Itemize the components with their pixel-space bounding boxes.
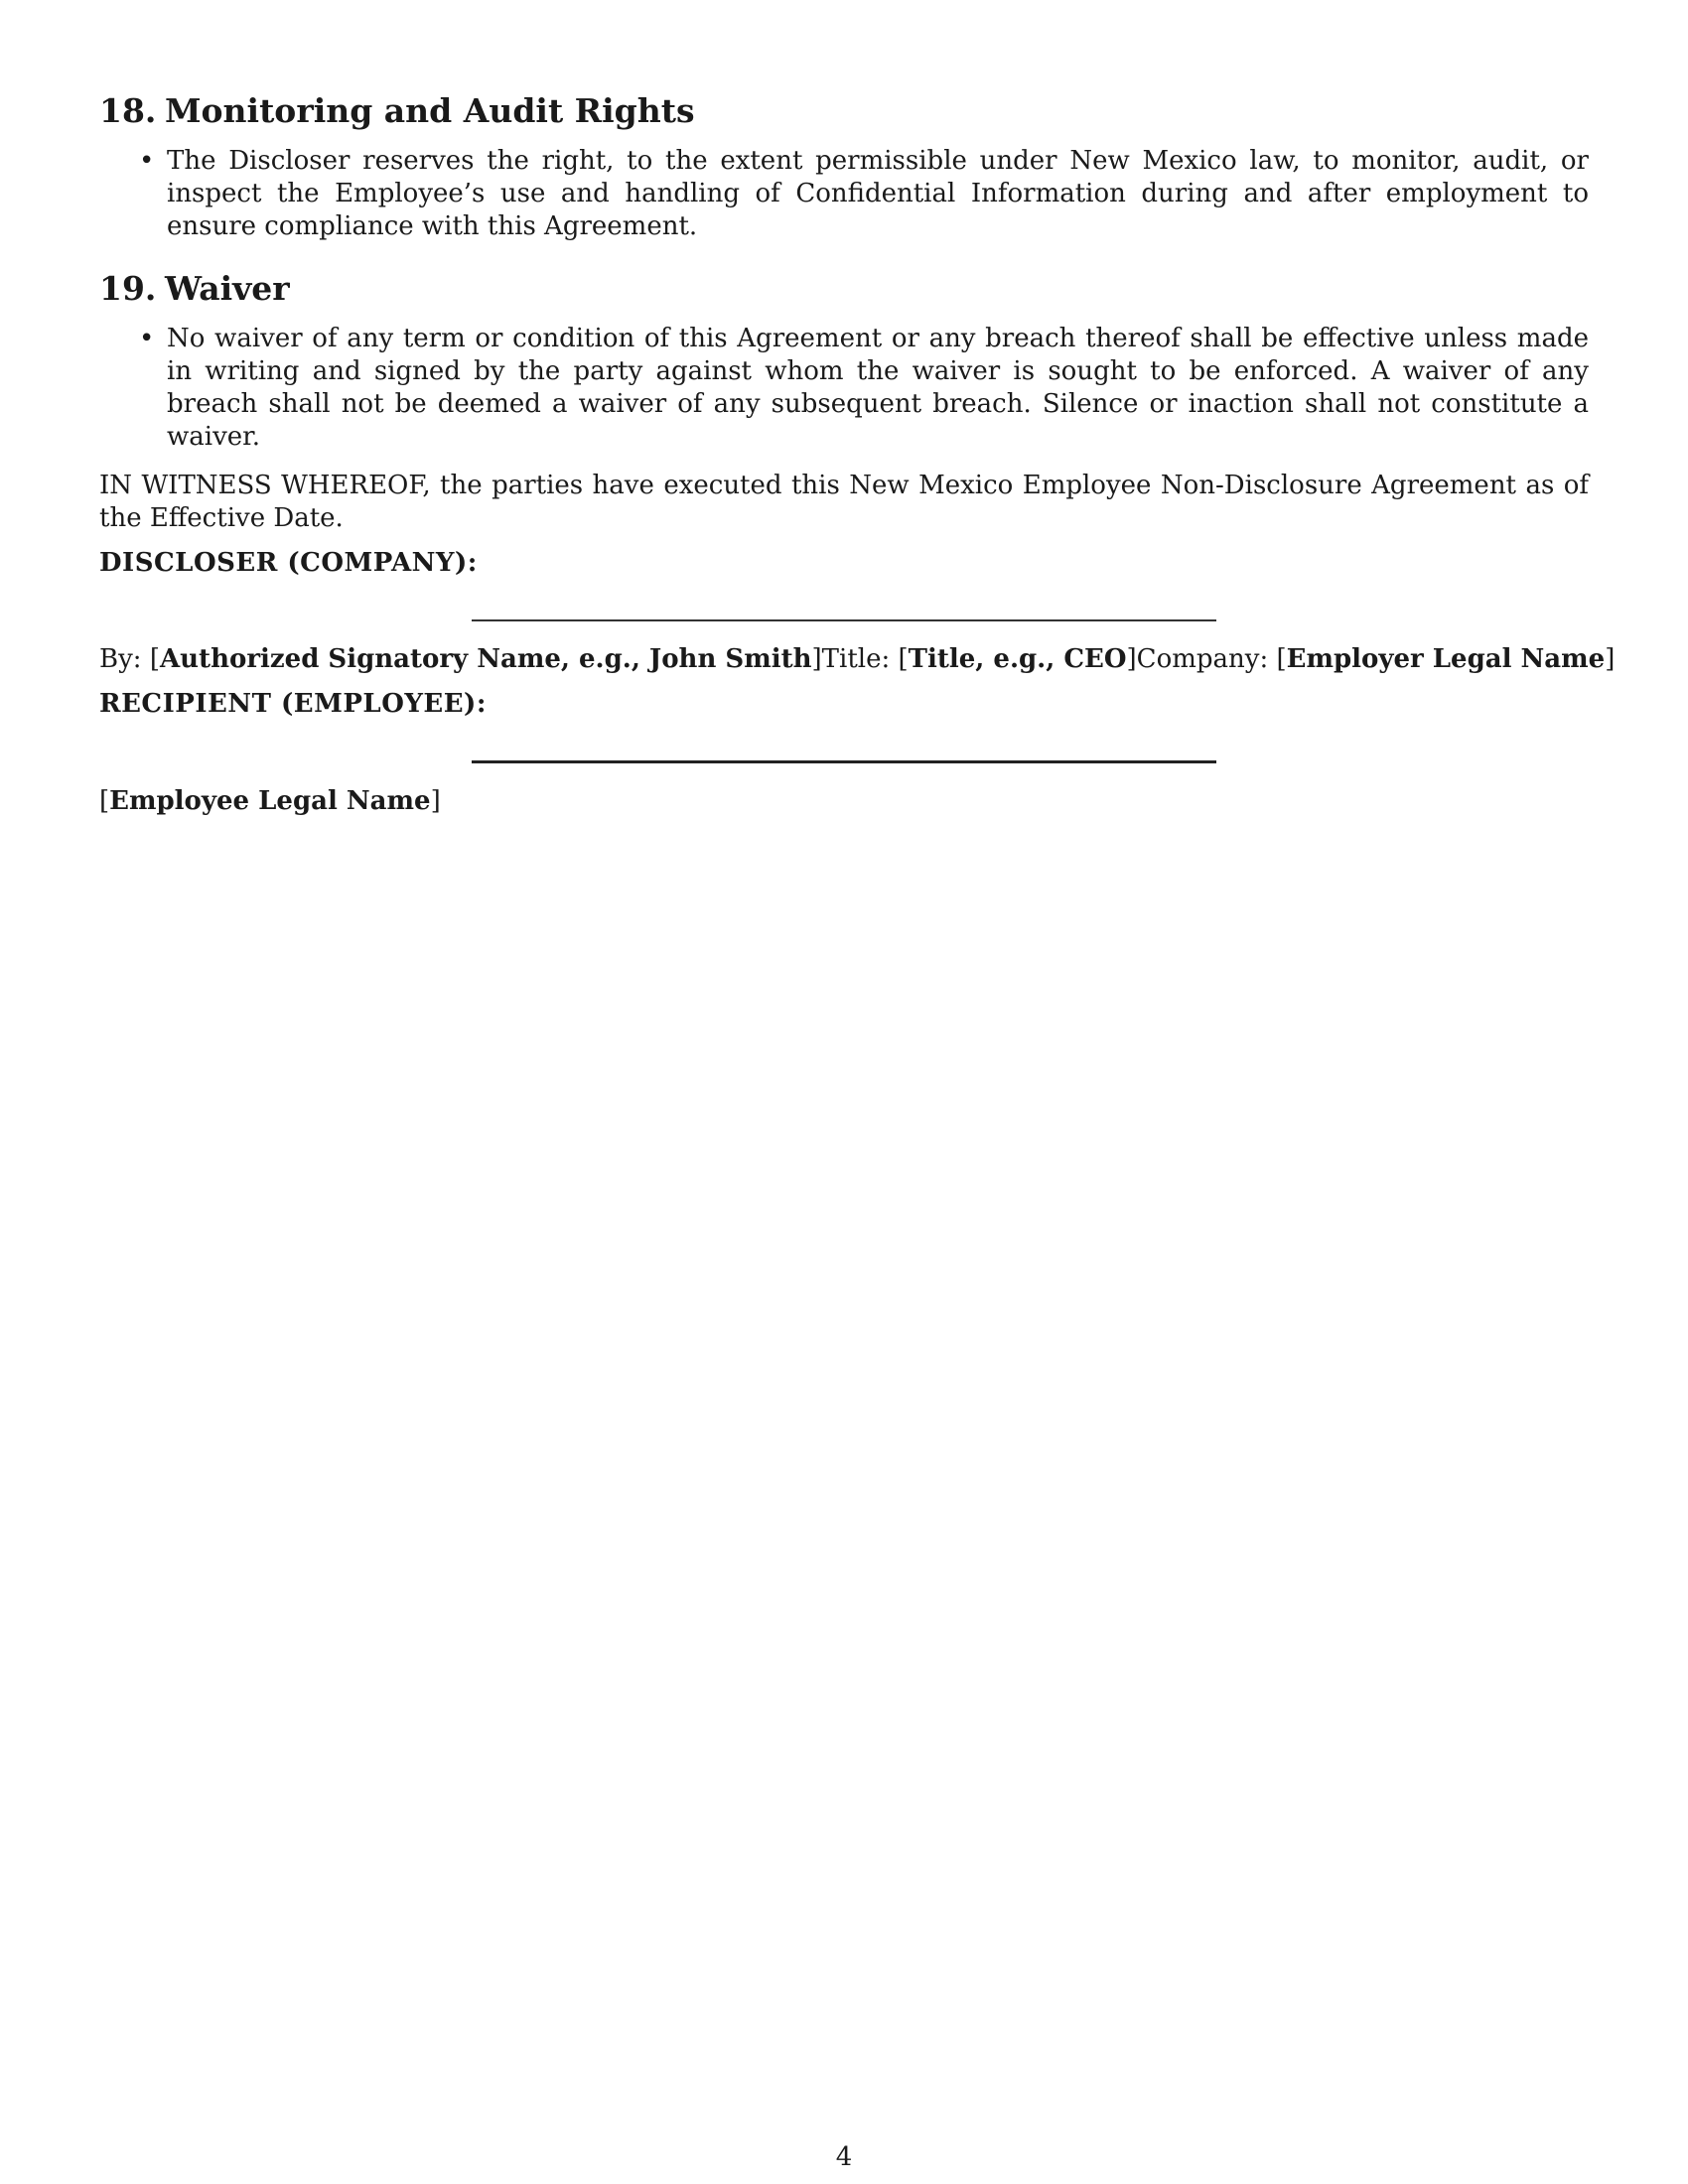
section-number: 18. (99, 91, 157, 130)
signatory-title-field: Title: [Title, e.g., CEO] (821, 644, 1137, 674)
section-title: Waiver (165, 269, 290, 308)
company-name-placeholder: Employer Legal Name (1286, 644, 1606, 674)
employee-name-placeholder: Employee Legal Name (109, 786, 431, 816)
signatory-title-placeholder: Title, e.g., CEO (908, 644, 1127, 674)
discloser-label: DISCLOSER (COMPANY): (99, 548, 478, 578)
section-heading (99, 91, 1589, 131)
signatory-name-placeholder: Authorized Signatory Name, e.g., John Smith (159, 644, 812, 674)
document-page (99, 91, 1616, 818)
list-item: • No waiver of any term or condition of this Agreement or any breach thereof shall be effective unless made in writing and signed by the party against whom the waiver is sought to be enforced. A waiver of any breach shall not be deemed a waiver of any subsequent breach. Silence or inaction shall not constitute a waiver. (99, 323, 1589, 454)
signatory-name-field: By: [Authorized Signatory Name, e.g., John Smith] (99, 644, 822, 674)
title-label: Title: (821, 644, 891, 674)
recipient-signature-line (472, 760, 1216, 763)
section-heading (99, 269, 1589, 309)
section-18 (99, 91, 1589, 243)
company-name-field: Company: [Employer Legal Name] (1136, 644, 1616, 674)
recipient-label: RECIPIENT (EMPLOYEE): (99, 689, 487, 719)
by-label: By: (99, 644, 142, 674)
discloser-signatory-row (99, 643, 1616, 676)
bullet-list (99, 323, 1589, 454)
discloser-signature-line (472, 619, 1216, 621)
company-label: Company: (1136, 644, 1269, 674)
employee-name-field: [Employee Legal Name] (99, 786, 441, 816)
page-number: 4 (835, 2142, 853, 2172)
witness-paragraph: IN WITNESS WHEREOF, the parties have executed this New Mexico Employee Non-Disclosure Agreement as of the Effective Date. (99, 471, 1589, 533)
bullet-list (99, 145, 1589, 243)
section-19 (99, 269, 1589, 454)
section-title: Monitoring and Audit Rights (165, 91, 695, 130)
list-item: • The Discloser reserves the right, to the extent permissible under New Mexico law, to monitor, audit, or inspect the Employee’s use and handling of Confidential Information during and after employment to ensure compliance with this Agreement. (99, 145, 1589, 243)
section-number: 19. (99, 269, 157, 308)
